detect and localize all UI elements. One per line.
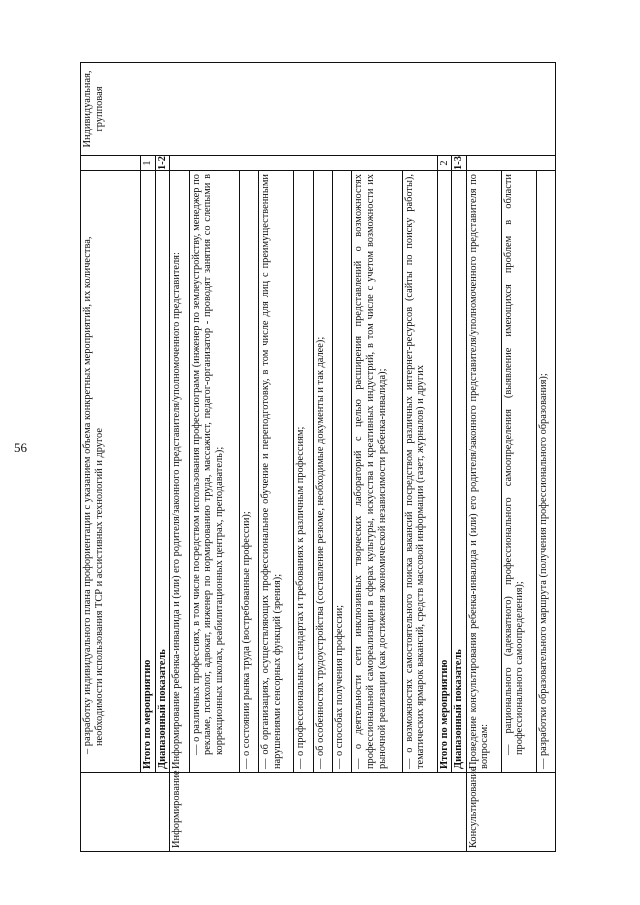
table-row [259, 63, 294, 852]
list-item: — разработки образовательного маршрута (получения профессионального образования); [536, 171, 555, 773]
consulting-form [492, 90, 522, 91]
list-item: — о деятельности сети инклюзивных творческих лабораторий с целью расширения представлений о возможностях профессиональной самореализации в сферах культуры, искусства и креативных индустрий, в том числе с учетом возможности их рыночной реализации (как достижения экономической независимости ребенка-инвалида); [352, 171, 402, 773]
list-item: — об особенностях трудоустройства (составление резюме, необходимые документы и так далее); [313, 171, 332, 773]
measure-name: Информирование [170, 773, 467, 852]
total-label: Итого по мероприятию [437, 171, 452, 773]
rehab-measures-table [80, 62, 556, 852]
table-row [352, 63, 402, 852]
table-row [141, 63, 156, 852]
list-item: — о состоянии рынка труда (востребованные профессии); [239, 171, 258, 773]
table-row [294, 63, 313, 852]
list-item: — о профессиональных стандартах и требованиях к различным профессиям; [294, 171, 313, 773]
table-row [402, 63, 437, 852]
list-item: — о возможностях самостоятельного поиска вакансий посредством различных интернет-ресурсов (сайты по поиску работы), тематических ярмарок вакансий, средств массовой информации (газет, журналов) и других [402, 171, 437, 773]
table-row [239, 63, 258, 852]
table-row [501, 63, 536, 852]
range-label: Диапазонный показатель [452, 171, 467, 773]
plan-item-text: – разработку индивидуального плана профориентации с указанием объема конкретных мероприятий, их количества, необходимости использования ТСР и ассистивных технологий и другое [81, 171, 141, 773]
page-number: 56 [14, 440, 27, 455]
total-value: 2 [437, 156, 452, 171]
rotated-table-wrapper [80, 62, 556, 852]
list-item: — о различных профессиях, в том числе посредством использования профессиограмм (инженер по землеустройству, менеджер по рекламе, психолог, адвокат, инженер по нормированию труда, массажист, педагог-организатор - проводят занятия со слепыми в коррекционных школах, реабилитационных центрах, преподаватель); [189, 171, 239, 773]
table-row [437, 63, 452, 852]
consulting-intro: Проведение консультирования ребенка-инвалида и (или) его родителя/законного представителя/уполномоченного представителя по вопросам: [466, 171, 501, 773]
list-item: — о способах получения профессии; [333, 171, 352, 773]
form-cell: Индивидуальная, групповая [81, 63, 556, 156]
table-row [170, 63, 189, 852]
table-row [333, 63, 352, 852]
empty-cell [81, 773, 170, 852]
empty-cell [466, 156, 555, 171]
table-row [81, 63, 141, 852]
informing-intro: Информирование ребенка-инвалида и (или) его родителя/законного представителя/уполномоченного представителя: [170, 171, 189, 773]
table-row [536, 63, 555, 852]
table-row [313, 63, 332, 852]
table-row [466, 63, 501, 852]
range-value: 1-2 [155, 156, 170, 171]
total-value: 1 [141, 156, 156, 171]
total-label: Итого по мероприятию [141, 171, 156, 773]
table-row [155, 63, 170, 852]
empty-cell [170, 156, 437, 171]
table-row [452, 63, 467, 852]
range-value: 1-3 [452, 156, 467, 171]
list-item: — об организациях, осуществляющих профессиональное обучение и переподготовку, в том числе для лиц с преимущественными нарушениями сенсорных функций (зрения); [259, 171, 294, 773]
empty-cell [81, 156, 141, 171]
table-row [189, 63, 239, 852]
range-label: Диапазонный показатель [155, 171, 170, 773]
list-item: — рационального (адекватного) профессионального самоопределения (выявление имеющихся проблем в области профессионального самоопределения); [501, 171, 536, 773]
measure-name: Консультирование [466, 773, 555, 852]
